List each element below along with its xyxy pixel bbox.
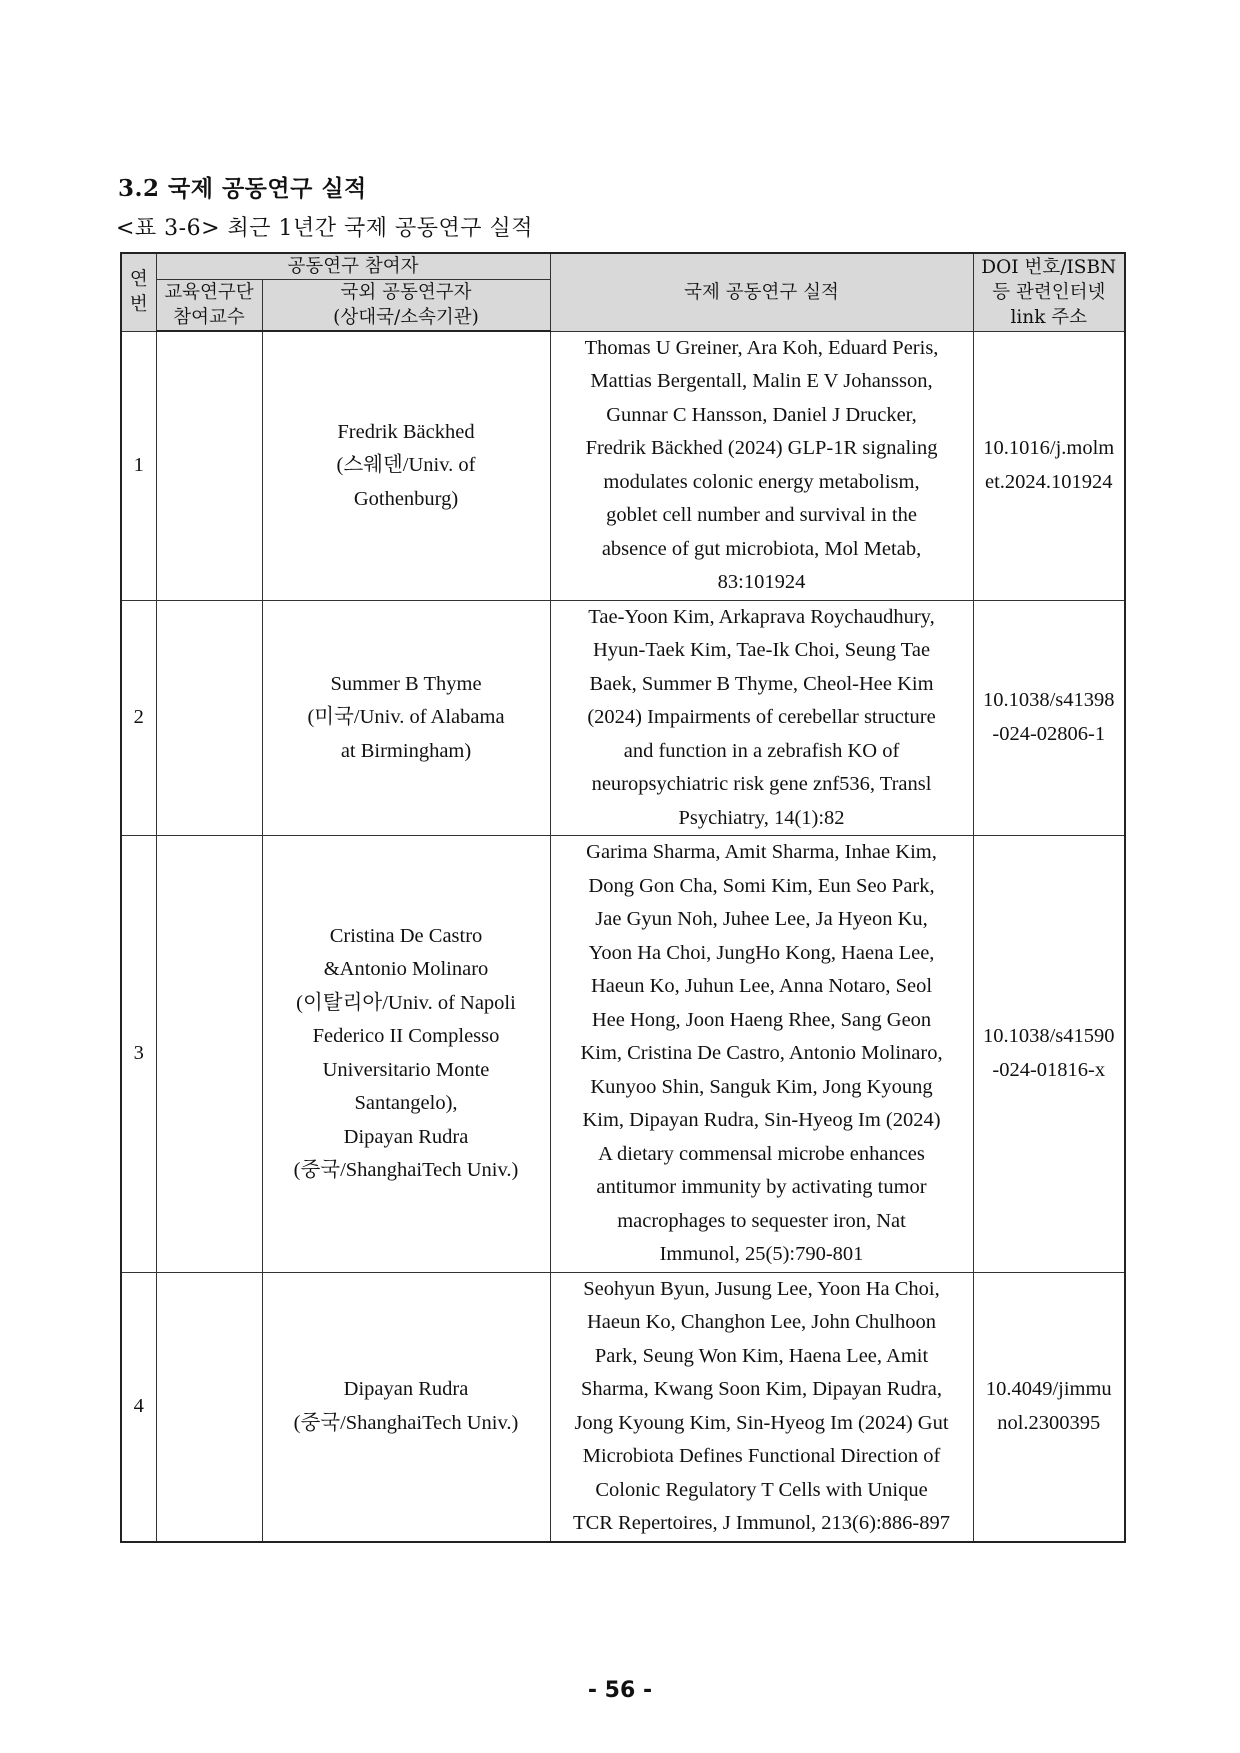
header-foreign: 국외 공동연구자 (상대국/소속기관)	[262, 280, 550, 332]
participating-professor	[156, 331, 262, 600]
table-row	[121, 600, 1125, 836]
header-participants: 공동연구 참여자	[156, 253, 550, 280]
doi-link: 10.1038/s41398 -024-02806-1	[973, 600, 1125, 836]
foreign-collaborator: Fredrik Bäckhed (스웨덴/Univ. of Gothenburg)	[262, 331, 550, 600]
foreign-collaborator: Summer B Thyme (미국/Univ. of Alabama at Birmingham)	[262, 600, 550, 836]
section-title: 3.2 국제 공동연구 실적	[118, 175, 367, 202]
table-caption: <표 3-6> 최근 1년간 국제 공동연구 실적	[116, 216, 534, 241]
table-row	[121, 331, 1125, 600]
achievement-citation: Thomas U Greiner, Ara Koh, Eduard Peris, Mattias Bergentall, Malin E V Johansson, Gunnar C Hansson, Daniel J Drucker, Fredrik Bäckhed (2024) GLP-1R signaling modulates colonic energy metabolism, goblet cell number and survival in the absence of gut microbiota, Mol Metab, 83:101924	[550, 331, 973, 600]
row-number: 4	[121, 1272, 156, 1542]
header-doi: DOI 번호/ISBN 등 관련인터넷 link 주소	[973, 253, 1125, 331]
table-header	[121, 253, 1125, 331]
page-number: - 56 -	[587, 1678, 653, 1703]
table-body	[121, 331, 1125, 1542]
header-no: 연 번	[121, 253, 156, 331]
header-professor: 교육연구단 참여교수	[156, 280, 262, 332]
doi-link: 10.1038/s41590 -024-01816-x	[973, 836, 1125, 1273]
row-number: 2	[121, 600, 156, 836]
foreign-collaborator: Dipayan Rudra (중국/ShanghaiTech Univ.)	[262, 1272, 550, 1542]
achievement-citation: Tae-Yoon Kim, Arkaprava Roychaudhury, Hyun-Taek Kim, Tae-Ik Choi, Seung Tae Baek, Summer B Thyme, Cheol-Hee Kim (2024) Impairments of cerebellar structure and function in a zebrafish KO of neuropsychiatric risk gene znf536, Transl Psychiatry, 14(1):82	[550, 600, 973, 836]
achievement-citation: Garima Sharma, Amit Sharma, Inhae Kim, Dong Gon Cha, Somi Kim, Eun Seo Park, Jae Gyun Noh, Juhee Lee, Ja Hyeon Ku, Yoon Ha Choi, JungHo Kong, Haena Lee, Haeun Ko, Juhun Lee, Anna Notaro, Seol Hee Hong, Joon Haeng Rhee, Sang Geon Kim, Cristina De Castro, Antonio Molinaro, Kunyoo Shin, Sanguk Kim, Jong Kyoung Kim, Dipayan Rudra, Sin-Hyeog Im (2024) A dietary commensal microbe enhances antitumor immunity by activating tumor macrophages to sequester iron, Nat Immunol, 25(5):790-801	[550, 836, 973, 1273]
header-achievement: 국제 공동연구 실적	[550, 253, 973, 331]
table-row	[121, 1272, 1125, 1542]
doi-link: 10.4049/jimmu nol.2300395	[973, 1272, 1125, 1542]
participating-professor	[156, 1272, 262, 1542]
participating-professor	[156, 836, 262, 1273]
doi-link: 10.1016/j.molm et.2024.101924	[973, 331, 1125, 600]
row-number: 1	[121, 331, 156, 600]
table-row	[121, 836, 1125, 1273]
collaboration-table	[120, 252, 1126, 1543]
achievement-citation: Seohyun Byun, Jusung Lee, Yoon Ha Choi, Haeun Ko, Changhon Lee, John Chulhoon Park, Seung Won Kim, Haena Lee, Amit Sharma, Kwang Soon Kim, Dipayan Rudra, Jong Kyoung Kim, Sin-Hyeog Im (2024) Gut Microbiota Defines Functional Direction of Colonic Regulatory T Cells with Unique TCR Repertoires, J Immunol, 213(6):886-897	[550, 1272, 973, 1542]
participating-professor	[156, 600, 262, 836]
row-number: 3	[121, 836, 156, 1273]
foreign-collaborator: Cristina De Castro &Antonio Molinaro (이탈리아/Univ. of Napoli Federico II Complesso Universitario Monte Santangelo), Dipayan Rudra (중국/ShanghaiTech Univ.)	[262, 836, 550, 1273]
